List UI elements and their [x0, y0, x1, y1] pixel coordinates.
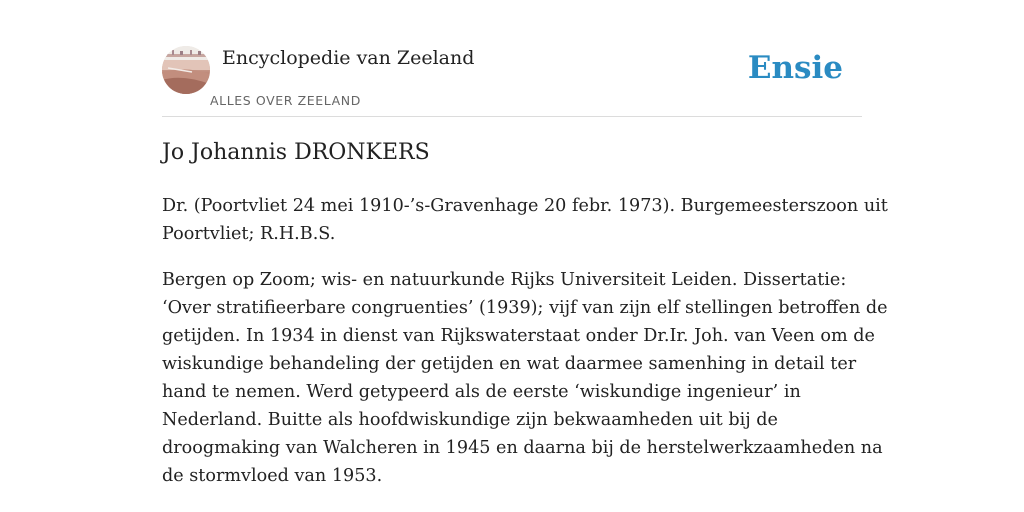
text-line: wiskundige behandeling der getijden en wat daarmee samenhing in detail ter [162, 354, 857, 374]
zeeland-landscape-icon [162, 46, 210, 94]
text-line: hand te nemen. Werd getypeerd als de eerste ‘wiskundige ingenieur’ in [162, 382, 801, 402]
article-body [162, 192, 888, 508]
text-line: Nederland. Buitte als hoofdwiskundige zijn bekwaamheden uit bij de [162, 410, 778, 430]
text-line: droogmaking van Walcheren in 1945 en daarna bij de herstelwerkzaamheden na [162, 438, 883, 458]
ensie-logo[interactable]: Ensie [747, 50, 843, 86]
page-title: Jo Johannis DRONKERS [162, 140, 430, 165]
article-paragraph [162, 192, 888, 248]
text-line: Bergen op Zoom; wis- en natuurkunde Rijks Universiteit Leiden. Dissertatie: [162, 270, 847, 290]
article-paragraph [162, 266, 888, 490]
site-avatar-image[interactable] [162, 46, 210, 94]
text-line: Poortvliet; R.H.B.S. [162, 224, 336, 244]
text-line: ‘Over stratifieerbare congruenties’ (1939); vijf van zijn elf stellingen betroffen de [162, 298, 888, 318]
site-subtitle: ALLES OVER ZEELAND [210, 93, 361, 108]
text-line: Dr. (Poortvliet 24 mei 1910-’s-Gravenhage 20 febr. 1973). Burgemeesterszoon uit [162, 196, 888, 216]
text-line: getijden. In 1934 in dienst van Rijkswaterstaat onder Dr.Ir. Joh. van Veen om de [162, 326, 875, 346]
text-line: de stormvloed van 1953. [162, 466, 383, 486]
site-header [162, 44, 862, 117]
site-title[interactable]: Encyclopedie van Zeeland [222, 47, 475, 69]
